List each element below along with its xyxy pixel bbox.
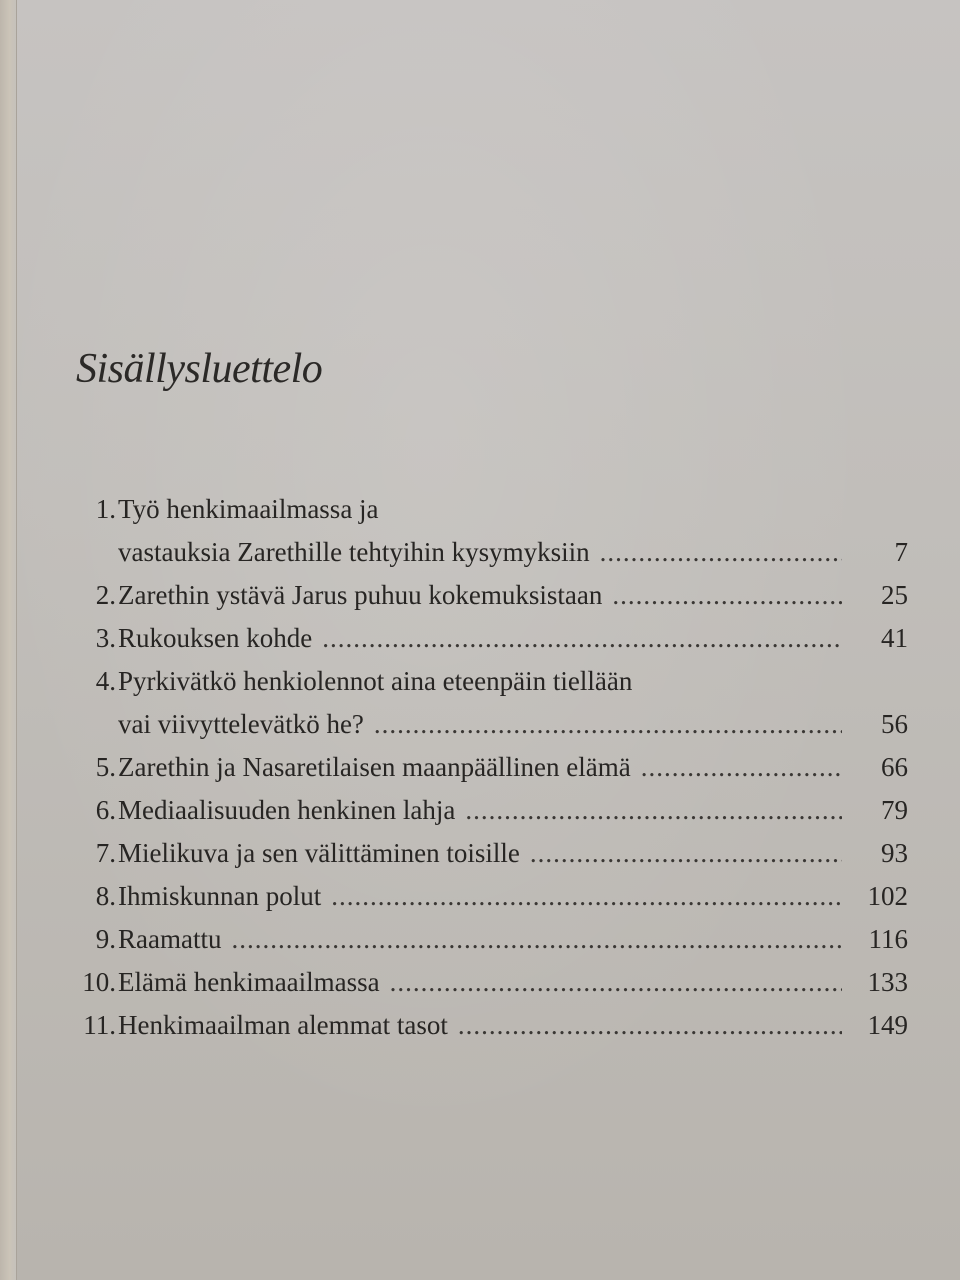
entry-page-number: 102: [867, 881, 908, 911]
entry-title: Mielikuva ja sen välittäminen toisille: [118, 838, 520, 868]
entry-line: [118, 660, 908, 703]
entry-title: Pyrkivätkö henkiolennot aina eteenpäin tiellään: [118, 666, 633, 696]
entry-title: Zarethin ystävä Jarus puhuu kokemuksistaan: [118, 580, 603, 610]
entry-line: [118, 746, 908, 789]
entry-title-continued: vai viivyttelevätkö he?: [118, 709, 364, 739]
toc-entry-6: [66, 789, 908, 832]
entry-title: Mediaalisuuden henkinen lahja: [118, 795, 456, 825]
entry-number: 8.: [95, 881, 116, 911]
entry-page-number: 66: [881, 752, 908, 782]
entry-number: 1.: [95, 494, 116, 524]
entry-line: [118, 961, 908, 1004]
toc-entry-7: [66, 832, 908, 875]
entry-line: [118, 488, 908, 531]
entry-number: 11.: [83, 1010, 116, 1040]
entry-line: [118, 875, 908, 918]
book-page: [16, 0, 960, 1280]
dot-leader: [458, 1004, 842, 1047]
entry-number: 7.: [95, 838, 116, 868]
entry-line: [118, 703, 908, 746]
entry-line: [118, 1004, 908, 1047]
entry-page-number: 7: [894, 537, 908, 567]
dot-leader: [374, 703, 842, 746]
page-title: Sisällysluettelo: [76, 346, 323, 392]
entry-number: 10.: [82, 967, 116, 997]
entry-title: Elämä henkimaailmassa: [118, 967, 380, 997]
entry-page-number: 149: [867, 1010, 908, 1040]
table-of-contents: [66, 488, 908, 1047]
toc-entry-5: [66, 746, 908, 789]
entry-page-number: 116: [868, 924, 908, 954]
entry-page-number: 56: [881, 709, 908, 739]
entry-page-number: 93: [881, 838, 908, 868]
dot-leader: [600, 531, 842, 574]
entry-number: 9.: [95, 924, 116, 954]
toc-entry-1: [66, 488, 908, 574]
entry-line: [118, 617, 908, 660]
dot-leader: [530, 832, 842, 875]
entry-line: [118, 574, 908, 617]
toc-entry-11: [66, 1004, 908, 1047]
toc-entry-2: [66, 574, 908, 617]
entry-page-number: 41: [881, 623, 908, 653]
toc-entry-10: [66, 961, 908, 1004]
entry-title: Rukouksen kohde: [118, 623, 313, 653]
entry-title: Henkimaailman alemmat tasot: [118, 1010, 448, 1040]
entry-title-continued: vastauksia Zarethille tehtyihin kysymyksiin: [118, 537, 590, 567]
entry-line: [118, 832, 908, 875]
entry-number: 4.: [95, 666, 116, 696]
dot-leader: [612, 574, 842, 617]
entry-page-number: 133: [867, 967, 908, 997]
toc-entry-4: [66, 660, 908, 746]
entry-page-number: 25: [881, 580, 908, 610]
entry-page-number: 79: [881, 795, 908, 825]
entry-number: 2.: [95, 580, 116, 610]
dot-leader: [322, 617, 842, 660]
entry-title: Ihmiskunnan polut: [118, 881, 322, 911]
dot-leader: [390, 961, 842, 1004]
dot-leader: [465, 789, 842, 832]
dot-leader: [331, 875, 842, 918]
entry-line: [118, 918, 908, 961]
adjacent-page-edge: [0, 0, 17, 1280]
entry-line: [118, 789, 908, 832]
entry-number: 3.: [95, 623, 116, 653]
entry-title: Raamattu: [118, 924, 222, 954]
toc-entry-8: [66, 875, 908, 918]
entry-line: [118, 531, 908, 574]
dot-leader: [231, 918, 842, 961]
entry-title: Zarethin ja Nasaretilaisen maanpäällinen elämä: [118, 752, 631, 782]
entry-number: 6.: [95, 795, 116, 825]
dot-leader: [641, 746, 842, 789]
entry-number: 5.: [95, 752, 116, 782]
toc-entry-3: [66, 617, 908, 660]
entry-title: Työ henkimaailmassa ja: [118, 494, 379, 524]
toc-entry-9: [66, 918, 908, 961]
